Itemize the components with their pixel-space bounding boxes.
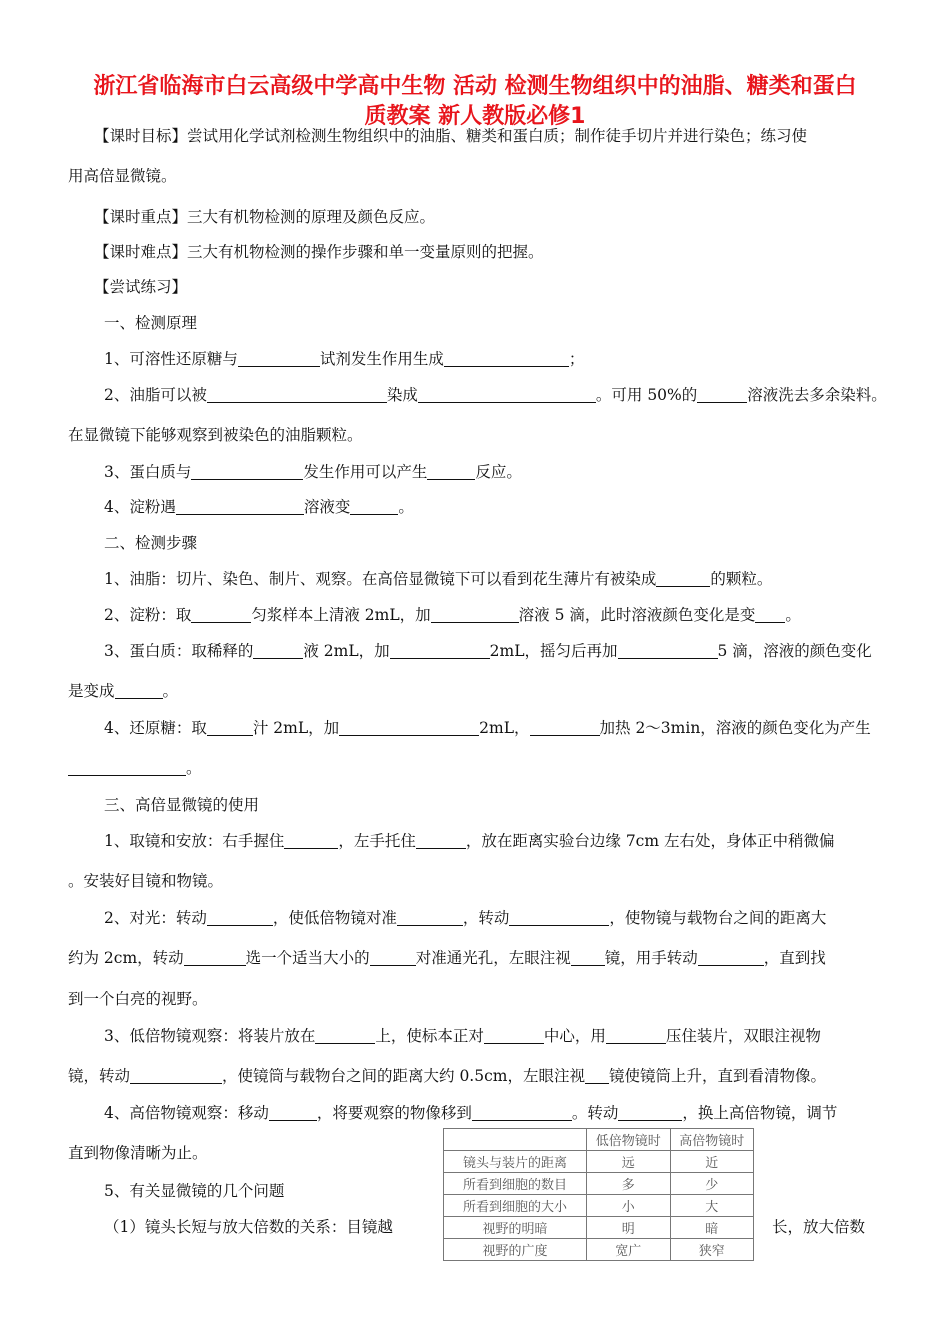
s3-item6-end: 长，放大倍数 (772, 1218, 866, 1236)
table-row (444, 1151, 754, 1173)
doc-title-line2: 质教案 新人教版必修1 (364, 104, 586, 129)
table-cell: 镜头与装片的距离 (444, 1151, 587, 1173)
s3-item3: 3、低倍物镜观察：将装片放在 上，使标本正对 中心，用 压住装片，双眼注视物 (104, 1027, 821, 1045)
blank (176, 498, 304, 515)
table-cell: 低倍物镜时 (587, 1129, 671, 1151)
table-cell: 所看到细胞的数目 (444, 1173, 587, 1195)
s3-item5: 5、有关显微镜的几个问题 (104, 1182, 285, 1200)
s3-item4: 4、高倍物镜观察：移动 ，将要观察的物像移到 。转动 ，换上高倍物镜，调节 (104, 1104, 838, 1122)
section2-heading: 二、检测步骤 (104, 534, 198, 552)
blank (444, 350, 569, 367)
blank (431, 606, 519, 623)
s3-item4-cont: 直到物像清晰为止。 (68, 1144, 208, 1162)
blank (484, 1027, 544, 1044)
blank (585, 1067, 609, 1084)
s3-item2: 2、对光：转动 ，使低倍物镜对准 ，转动 ，使物镜与载物台之间的距离大 (104, 909, 827, 927)
blank (315, 1027, 375, 1044)
table-cell: 少 (670, 1173, 754, 1195)
s2-item1: 1、油脂：切片、染色、制片、观察。在高倍显微镜下可以看到花生薄片有被染成 的颗粒。 (104, 570, 773, 588)
difficulty-line (94, 241, 544, 263)
table-cell: 小 (587, 1195, 671, 1217)
difficulty-text: 三大有机物检测的操作步骤和单一变量原则的把握。 (187, 243, 544, 261)
s3-item1-cont: 。安装好目镜和物镜。 (68, 872, 224, 890)
blank (184, 949, 246, 966)
doc-title-line1: 浙江省临海市白云高级中学高中生物 活动 检测生物组织中的油脂、糖类和蛋白 (93, 74, 857, 99)
s2-item4: 4、还原糖：取 汁 2mL，加 2mL， 加热 2～3min，溶液的颜色变化为产生 (104, 719, 871, 737)
goal-line1 (94, 125, 807, 147)
s3-item1: 1、取镜和安放：右手握住 ，左手托住 ，放在距离实验台边缘 7cm 左右处，身体正中稍微偏 (104, 832, 835, 850)
blank (68, 759, 186, 776)
blank (284, 832, 338, 849)
table-cell: 多 (587, 1173, 671, 1195)
key-line (94, 206, 435, 228)
s3-item2-cont: 约为 2cm，转动 选一个适当大小的 对准通光孔，左眼注视 镜，用手转动 ，直到找 (68, 949, 826, 967)
blank (397, 909, 463, 926)
blank (656, 570, 710, 587)
table-row (444, 1173, 754, 1195)
table-row (444, 1239, 754, 1261)
goal-text: 尝试用化学试剂检测生物组织中的油脂、糖类和蛋白质；制作徒手切片并进行染色；练习使 (187, 127, 808, 145)
table-row (444, 1195, 754, 1217)
blank (207, 719, 253, 736)
blank (339, 719, 479, 736)
section1-heading: 一、检测原理 (104, 314, 198, 332)
practice-label: 【尝试练习】 (94, 278, 188, 296)
s1-item3: 3、蛋白质与 发生作用可以产生 反应。 (104, 463, 522, 481)
blank (238, 350, 320, 367)
difficulty-label: 【课时难点】 (94, 243, 188, 261)
s2-item3-cont: 是变成 。 (68, 682, 179, 700)
table-cell: 高倍物镜时 (670, 1129, 754, 1151)
blank (130, 1067, 222, 1084)
section3-heading: 三、高倍显微镜的使用 (104, 796, 260, 814)
s1-item2-cont: 在显微镜下能够观察到被染色的油脂颗粒。 (68, 426, 363, 444)
blank (530, 719, 600, 736)
goal-line2: 用高倍显微镜。 (68, 167, 177, 185)
blank (191, 606, 251, 623)
blank (191, 463, 303, 480)
blank (571, 949, 605, 966)
blank (390, 642, 490, 659)
table-header-row (444, 1129, 754, 1151)
blank (416, 832, 466, 849)
blank (606, 1027, 666, 1044)
blank (509, 909, 609, 926)
s2-item2: 2、淀粉：取 匀浆样本上清液 2mL，加 溶液 5 滴，此时溶液颜色变化是变 。 (104, 606, 801, 624)
table-cell: 近 (670, 1151, 754, 1173)
table-cell: 明 (587, 1217, 671, 1239)
blank (418, 386, 596, 403)
blank (207, 909, 273, 926)
blank (370, 949, 416, 966)
blank (207, 386, 387, 403)
table-cell: 远 (587, 1151, 671, 1173)
blank (115, 682, 163, 699)
table-row (444, 1217, 754, 1239)
table-cell: 狭窄 (670, 1239, 754, 1261)
s2-item4-cont: 。 (68, 757, 202, 779)
key-label: 【课时重点】 (94, 208, 188, 226)
s3-item2-cont2: 到一个白亮的视野。 (68, 990, 208, 1008)
table-cell: 暗 (670, 1217, 754, 1239)
blank (755, 606, 785, 623)
blank (698, 949, 764, 966)
table-cell: 所看到细胞的大小 (444, 1195, 587, 1217)
blank (253, 642, 303, 659)
s3-item6: （1）镜头长短与放大倍数的关系：目镜越 (104, 1218, 393, 1236)
table-cell: 视野的明暗 (444, 1217, 587, 1239)
table-cell (444, 1129, 587, 1151)
blank (427, 463, 475, 480)
s1-item4: 4、淀粉遇 溶液变 。 (104, 498, 414, 516)
s2-item3: 3、蛋白质：取稀释的 液 2mL，加 2mL，摇匀后再加 5 滴，溶液的颜色变化 (104, 642, 872, 660)
s3-item3-cont: 镜，转动 ，使镜筒与载物台之间的距离大约 0.5cm，左眼注视 镜使镜筒上升，直到看清物像。 (68, 1067, 826, 1085)
blank (472, 1104, 572, 1121)
microscope-comparison-table (443, 1128, 754, 1261)
key-text: 三大有机物检测的原理及颜色反应。 (187, 208, 436, 226)
s1-item1: 1、可溶性还原糖与 试剂发生作用生成 ； (104, 350, 585, 368)
table-cell: 宽广 (587, 1239, 671, 1261)
blank (350, 498, 398, 515)
s1-item2: 2、油脂可以被 染成 。可用 50%的 溶液洗去多余染料。 (104, 386, 887, 404)
blank (269, 1104, 317, 1121)
blank (618, 642, 718, 659)
blank (697, 386, 747, 403)
table-cell: 视野的广度 (444, 1239, 587, 1261)
goal-label: 【课时目标】 (94, 127, 188, 145)
blank (618, 1104, 682, 1121)
table-cell: 大 (670, 1195, 754, 1217)
